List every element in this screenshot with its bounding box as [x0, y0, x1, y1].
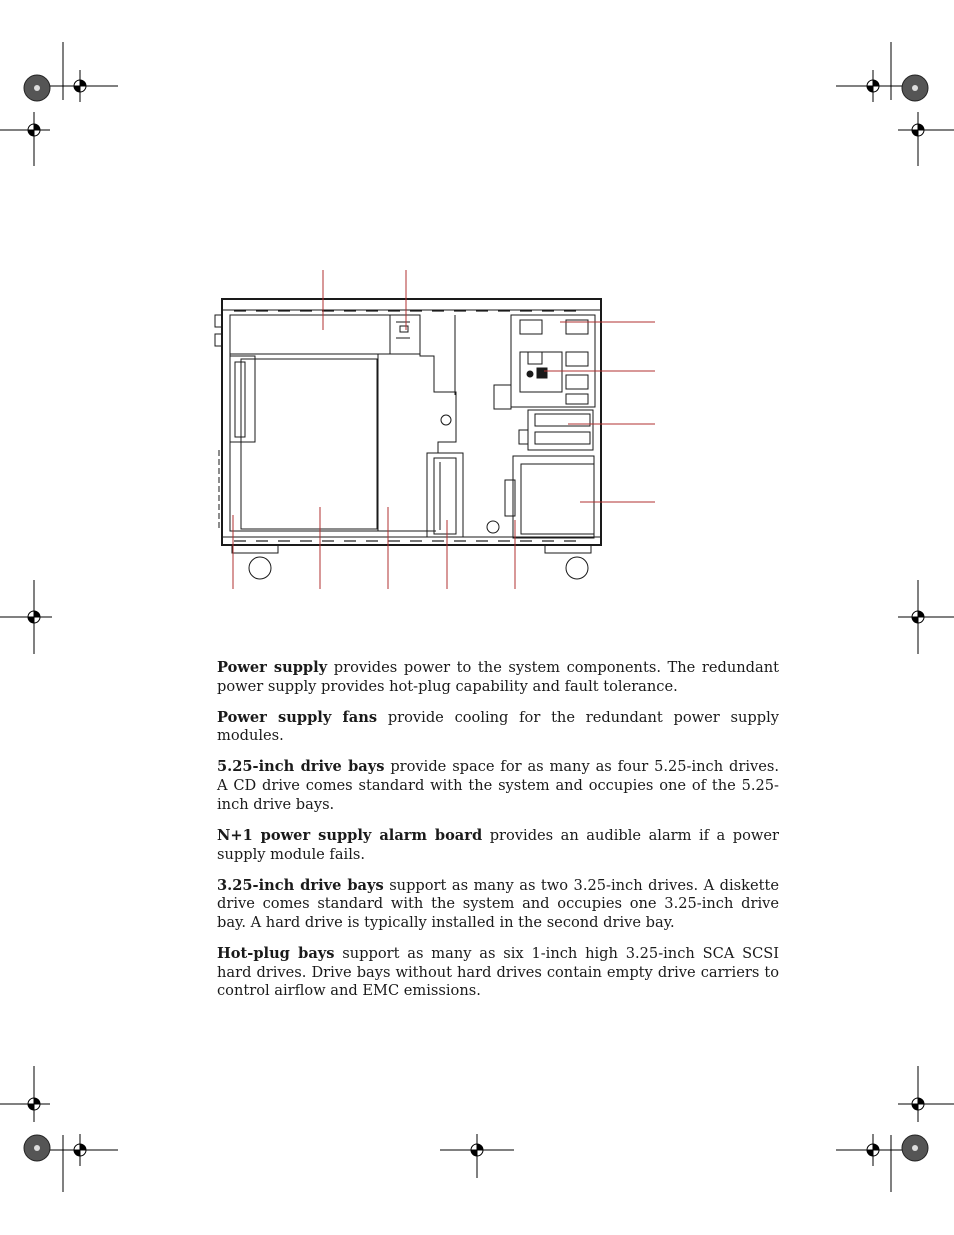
paragraph-power-supply	[217, 659, 779, 696]
term: Hot-plug bays	[217, 944, 335, 962]
paragraph-hot-plug-bays	[217, 945, 779, 1001]
paragraph-power-supply-fans	[217, 709, 779, 746]
paragraph-525-drive-bays	[217, 758, 779, 814]
term: N+1 power supply alarm board	[217, 826, 483, 844]
paragraph-325-drive-bays	[217, 877, 779, 933]
component-descriptions	[217, 659, 779, 1013]
term: Power supply	[217, 659, 328, 676]
definition: provides an audible alarm if a power supply module fails.	[217, 826, 780, 863]
definition: support as many as two 3.25-inch drives. A diskette drive comes standard with the system and occupies one 3.25-inch drive bay. A hard drive is typically installed in the second drive bay.	[217, 876, 779, 931]
definition: support as many as six 1-inch high 3.25-inch SCA SCSI hard drives. Drive bays without hard drives contain empty drive carriers to control airflow and EMC emissions.	[217, 944, 779, 1000]
term: 3.25-inch drive bays	[217, 876, 384, 894]
definition: provide space for as many as four 5.25-inch drives. A CD drive comes standard with the system and occupies one of the 5.25-inch drive bays.	[217, 758, 779, 813]
definition: provide cooling for the redundant power supply modules.	[217, 708, 779, 745]
definition: provides power to the system components. The redundant power supply provides hot-plug capability and fault tolerance.	[217, 659, 779, 695]
term: Power supply fans	[217, 708, 378, 726]
term: 5.25-inch drive bays	[217, 758, 385, 776]
paragraph-alarm-board	[217, 827, 779, 864]
